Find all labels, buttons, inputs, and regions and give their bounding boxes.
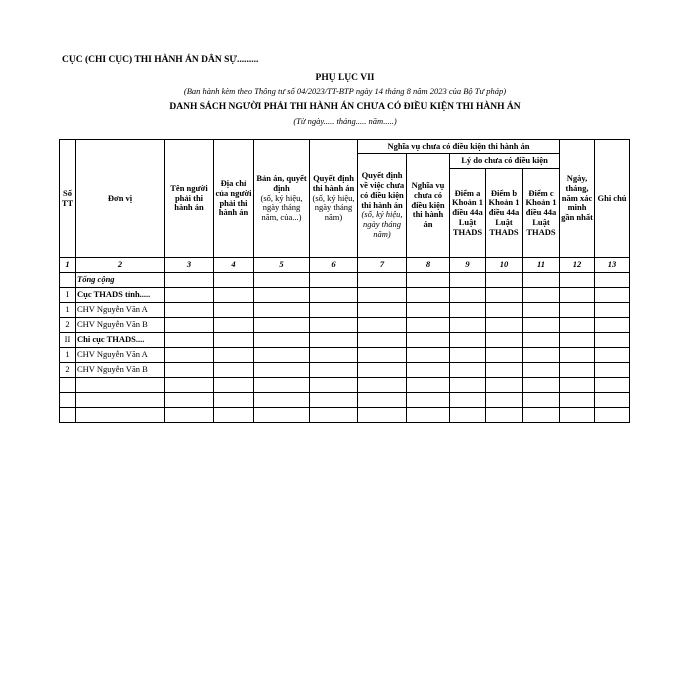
table-cell [214,303,254,318]
row-stt: 2 [60,318,76,333]
table-cell [310,348,358,363]
table-cell [214,273,254,288]
table-cell [407,333,450,348]
table-cell [523,333,560,348]
table-row [60,273,630,288]
table-cell [254,363,310,378]
table-cell [523,318,560,333]
header-ten: Tên người phải thi hành án [165,140,214,258]
table-cell [310,378,358,393]
table-cell [595,333,630,348]
list-title: DANH SÁCH NGƯỜI PHẢI THI HÀNH ÁN CHƯA CÓ ĐIỀU KIỆN THI HÀNH ÁN [169,102,521,112]
row-stt: 1 [60,348,76,363]
table-cell [560,393,595,408]
table-cell [310,363,358,378]
table-cell [358,273,407,288]
table-cell [358,393,407,408]
table-row [60,333,630,348]
header-stt: Số TT [60,140,76,258]
header-ban-an-note: (số, ký hiệu, ngày tháng năm, của...) [260,192,303,223]
table-row [60,303,630,318]
table-cell [407,303,450,318]
header-diem-c: Điểm c Khoản 1 điều 44a Luật THADS [523,169,560,258]
table-cell [595,273,630,288]
table-cell [486,303,523,318]
column-number: 1 [60,258,76,273]
row-unit-name: Tổng cộng [76,273,165,288]
table-cell [523,348,560,363]
table-cell [254,333,310,348]
table-cell [310,303,358,318]
table-cell [214,288,254,303]
column-number: 3 [165,258,214,273]
table-cell [254,318,310,333]
row-unit-name: CHV Nguyễn Văn A [76,348,165,363]
table-row [60,318,630,333]
table-cell [310,318,358,333]
header-ban-an [254,140,310,258]
table-cell [254,408,310,423]
column-number: 12 [560,258,595,273]
table-cell [214,348,254,363]
column-number: 4 [214,258,254,273]
header-ngay: Ngày, tháng, năm xác minh gần nhất [560,140,595,258]
table-cell [450,333,486,348]
row-unit-name: Cục THADS tỉnh..... [76,288,165,303]
table-cell [450,273,486,288]
row-stt [60,273,76,288]
header-ly-do: Lý do chưa có điều kiện [450,154,560,169]
row-stt: II [60,333,76,348]
table-cell [254,393,310,408]
table-cell [358,318,407,333]
table-cell [358,408,407,423]
table-cell [560,303,595,318]
table-cell [165,363,214,378]
table-cell [560,333,595,348]
header-don-vi: Đơn vị [76,140,165,258]
table-cell [486,408,523,423]
table-cell [310,288,358,303]
table-cell [407,288,450,303]
header-group: Nghĩa vụ chưa có điều kiện thi hành án [358,140,560,154]
table-cell [450,348,486,363]
table-cell [523,378,560,393]
appendix-title: PHỤ LỤC VII [315,73,375,83]
table-cell [165,348,214,363]
table-row [60,363,630,378]
header-ban-an-label: Bản án, quyết định [256,173,307,193]
table-cell [450,408,486,423]
column-number: 13 [595,258,630,273]
row-stt [60,378,76,393]
row-unit-name: CHV Nguyễn Văn A [76,303,165,318]
column-number: 2 [76,258,165,273]
table-cell [254,378,310,393]
table-cell [407,378,450,393]
table-cell [165,303,214,318]
table-cell [560,273,595,288]
table-cell [450,303,486,318]
table-cell [523,363,560,378]
header-quyet-dinh-note: (số, ký hiệu, ngày tháng năm) [312,192,355,223]
row-unit-name [76,393,165,408]
column-number: 5 [254,258,310,273]
table-cell [486,288,523,303]
table-cell [254,273,310,288]
table-cell [450,318,486,333]
header-dia-chi: Địa chỉ của người phải thi hành án [214,140,254,258]
column-number: 6 [310,258,358,273]
table-cell [595,348,630,363]
table-cell [595,288,630,303]
table-row [60,348,630,363]
row-unit-name: CHV Nguyễn Văn B [76,363,165,378]
header-diem-a: Điểm a Khoản 1 điều 44a Luật THADS [450,169,486,258]
header-quyet-dinh-label: Quyết định thi hành án [312,173,355,193]
table-cell [358,363,407,378]
table-cell [165,378,214,393]
header-qd-chua-dk-note: (số, ký hiệu, ngày tháng năm) [361,209,403,239]
row-unit-name [76,408,165,423]
table-cell [523,393,560,408]
table-cell [165,318,214,333]
row-stt: 2 [60,363,76,378]
table-cell [595,363,630,378]
table-cell [560,408,595,423]
column-number: 11 [523,258,560,273]
table-cell [486,333,523,348]
table-cell [254,348,310,363]
table-cell [486,393,523,408]
table-cell [407,318,450,333]
column-number: 9 [450,258,486,273]
table-cell [214,363,254,378]
report-table [59,139,630,423]
header-quyet-dinh [310,140,358,258]
table-cell [310,273,358,288]
table-cell [486,378,523,393]
table-cell [358,378,407,393]
column-number: 10 [486,258,523,273]
row-unit-name: Chi cục THADS.... [76,333,165,348]
table-cell [486,348,523,363]
table-cell [214,378,254,393]
table-cell [560,288,595,303]
row-unit-name: CHV Nguyễn Văn B [76,318,165,333]
table-cell [358,348,407,363]
table-cell [560,363,595,378]
table-cell [254,288,310,303]
table-cell [310,333,358,348]
table-body [60,273,630,423]
column-number: 8 [407,258,450,273]
table-cell [214,333,254,348]
table-cell [165,393,214,408]
table-cell [214,393,254,408]
table-cell [595,408,630,423]
table-cell [595,378,630,393]
table-cell [165,288,214,303]
table-row [60,378,630,393]
table-cell [407,408,450,423]
table-cell [407,393,450,408]
table-cell [407,273,450,288]
row-stt [60,393,76,408]
table-cell [358,288,407,303]
header-diem-b: Điểm b Khoản 1 điều 44a Luật THADS [486,169,523,258]
table-cell [523,273,560,288]
table-cell [560,378,595,393]
column-number-row [60,258,630,273]
table-cell [523,288,560,303]
table-row [60,288,630,303]
row-stt: I [60,288,76,303]
header-nghia-vu: Nghĩa vụ chưa có điều kiện thi hành án [407,154,450,258]
table-cell [595,393,630,408]
table-cell [523,303,560,318]
table-cell [310,393,358,408]
table-cell [595,318,630,333]
table-cell [595,303,630,318]
row-unit-name [76,378,165,393]
table-cell [486,363,523,378]
period-line: (Từ ngày..... tháng..... năm.....) [293,116,397,126]
header-qd-chua-dk-label: Quyết định về việc chưa có điều kiện thi hành án [359,170,405,210]
table-cell [560,348,595,363]
issued-note: (Ban hành kèm theo Thông tư số 04/2023/TT-BTP ngày 14 tháng 8 năm 2023 của Bộ Tư pháp) [183,86,507,96]
table-row [60,393,630,408]
table-cell [450,363,486,378]
table-cell [486,318,523,333]
table-cell [214,318,254,333]
table-cell [523,408,560,423]
header-ghi-chu: Ghi chú [595,140,630,258]
table-cell [165,333,214,348]
column-number: 7 [358,258,407,273]
table-cell [358,303,407,318]
row-stt [60,408,76,423]
table-cell [450,378,486,393]
table-cell [450,393,486,408]
table-cell [310,408,358,423]
table-cell [486,273,523,288]
table-cell [450,288,486,303]
table-cell [214,408,254,423]
table-cell [407,348,450,363]
row-stt: 1 [60,303,76,318]
agency-name: CỤC (CHI CỤC) THI HÀNH ÁN DÂN SỰ......... [62,55,259,65]
table-cell [254,303,310,318]
table-cell [560,318,595,333]
table-cell [358,333,407,348]
table-cell [407,363,450,378]
table-cell [165,273,214,288]
table-cell [165,408,214,423]
table-row [60,408,630,423]
header-qd-chua-dk [358,154,407,258]
